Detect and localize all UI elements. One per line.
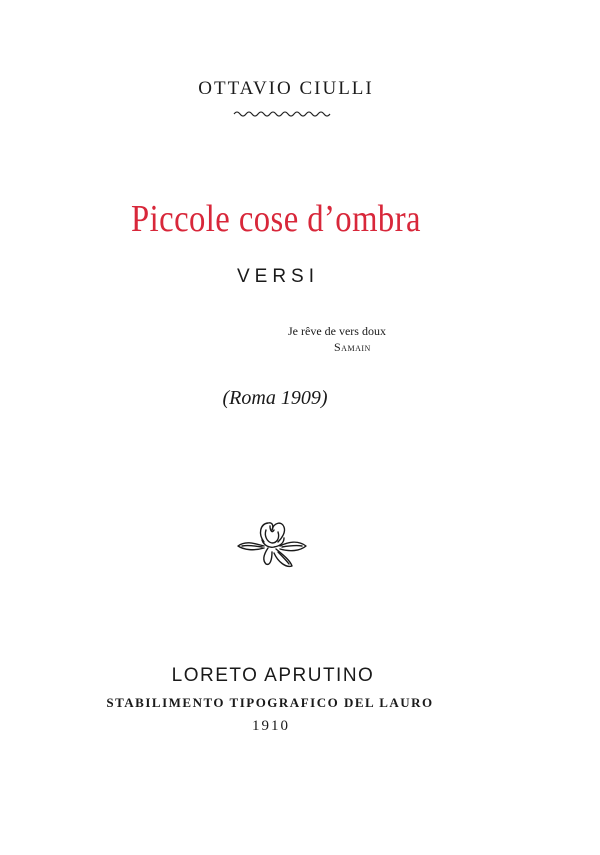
epigraph [288,323,448,355]
publication-year: 1910 [252,718,290,734]
book-subtitle: VERSI [236,266,320,287]
epigraph-text: Je rêve de vers doux [288,324,386,338]
publication-place: LORETO APRUTINO [171,665,375,686]
book-title: Piccole cose d’ombra [131,198,421,240]
composition-date: (Roma 1909) [222,387,328,409]
wavy-rule-icon [232,109,332,119]
epigraph-author: Samain [334,340,371,354]
printer-name: STABILIMENTO TIPOGRAFICO DEL LAURO [106,695,434,710]
flower-ornament-icon [234,516,310,572]
author-name: OTTAVIO CIULLI [198,78,374,99]
